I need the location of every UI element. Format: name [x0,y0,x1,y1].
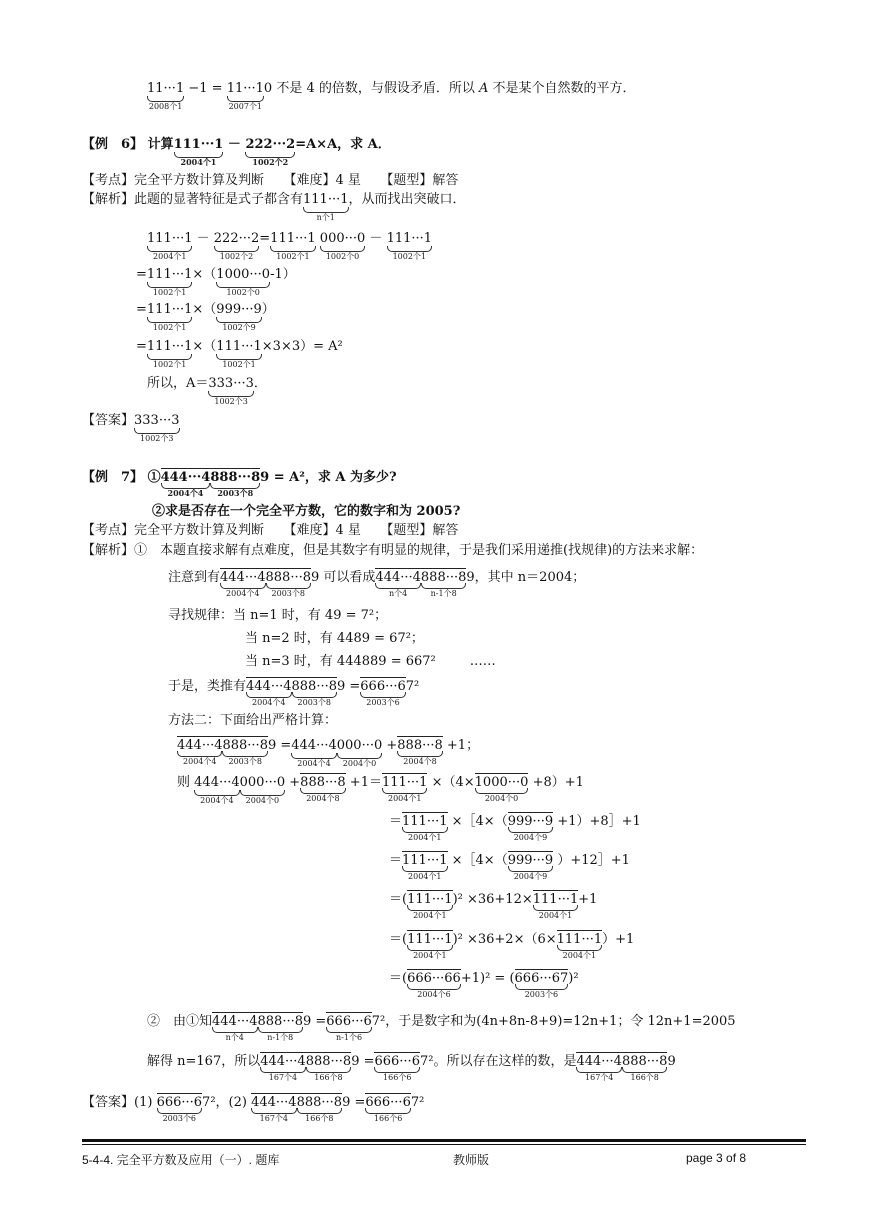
ex7-calc-2: 则 444···4 2004个4 000···0 2004个0 +888···8 2004个8 +1＝111···1 2004个1 ×（4×1000···0 2004个0 +8）+1 [177,775,584,805]
ex7-note-line: 注意到有444···4 2004个4 888···8 2003个8 9 可以看成444···4 n个4 888···8 n-1个8 9，其中 n＝2004； [168,570,586,598]
ex6-step-4: =111···1 1002个1 ×（111···1 1002个1 ×3×3）= A² [136,339,343,369]
footer-rule-thin [82,1144,806,1145]
ex7-inference: 于是，类推有444···4 2004个4 888···8 2003个8 9 =666···6 2003个6 7² [168,679,420,707]
ex7-rule-1: 寻找规律：当 n=1 时，有 49 = 7²； [168,608,388,623]
intro-line: 11···1 2008个1 −1 = 11···1 2007个1 0 不是 4 的倍数，与假设矛盾．所以 A 不是某个自然数的平方． [147,81,636,111]
ex7-calc-6: ＝(111···1 2004个1 )² ×36+2×（6×111···1 2004个1 ）+1 [389,932,635,960]
ex6-step-1: 111···1 2004个1 － 222···2 1002个2 =111···1 1002个1 000···0 1002个0 － 111···1 1002个1 [147,231,433,261]
example-6-title: 【例 6】 计算111···1 2004个1 － 222···2 1002个2 =A×A，求 A． [82,137,391,167]
footer-edition: 教师版 [453,1153,490,1167]
ex7-part-2: ② 由①知444···4 n个4 888···8 n-1个8 9 =666···6 n-1个6 7²，于是数字和为(4n+8n-8+9)=12n+1；令 12n+1=2005 [147,1014,736,1042]
ex7-rule-2: 当 n=2 时，有 4489 = 67²； [245,631,424,646]
footer-page-number: page 3 of 8 [686,1151,747,1165]
ex7-part-2-solve: 解得 n=167，所以444···4 167个4 888···8 166个8 9 =666···6 166个6 7²。所以存在这样的数，是444···4 167个4 888···8 166个8 9 [147,1054,676,1082]
example-7-q2: ②求是否存在一个完全平方数，它的数字和为 2005? [152,504,461,519]
ex7-calc-4: ＝111···1 2004个1 ×［4×（999···9 2004个9 ）+12］+1 [389,853,630,881]
ex7-calc-3: ＝111···1 2004个1 ×［4×（999···9 2004个9 +1）+8］+1 [389,814,641,842]
ex7-calc-1: 444···4 2004个4 888···8 2003个8 9 =444···4 2004个4 000···0 2004个0 +888···8 2004个8 +1； [177,738,480,768]
example-6-kaodian: 【考点】完全平方数计算及判断 【难度】4 星 【题型】解答 [82,173,459,188]
example-7-jiexi: 【解析】① 本题直接求解有点难度，但是其数字有明显的规律，于是我们采用递推(找规律)的方法来求解： [82,543,704,558]
ex7-answer: 【答案】(1) 666···6 2003个6 7²，(2) 444···4 167个4 888···8 166个8 9 =666···6 166个6 7² [82,1095,425,1123]
ex6-step-3: =111···1 1002个1 ×（999···9 1002个9 ） [136,302,275,332]
ex7-method-2: 方法二：下面给出严格计算： [168,713,338,728]
ex6-step-2: =111···1 1002个1 ×（1000···0 1002个0 -1） [136,267,296,297]
ex7-calc-7: ＝(666···66 2004个6 +1)² = (666···67 2003个6 )² [389,971,579,999]
ex6-answer: 【答案】333···3 1002个3 [82,413,180,443]
ex6-step-5: 所以，A＝333···3 1002个3 ． [147,376,267,406]
ex7-calc-5: ＝(111···1 2004个1 )² ×36+12×111···1 2004个1 +1 [389,892,598,920]
example-7-kaodian: 【考点】完全平方数计算及判断 【难度】4 星 【题型】解答 [82,523,459,538]
example-7-q1: 【例 7】 ①444···4 2004个4 888···8 2003个8 9 = A²，求 A 为多少? [82,470,397,498]
example-6-jiexi: 【解析】此题的显著特征是式子都含有111···1 n个1 ，从而找出突破口． [82,192,466,222]
footer-title: 5-4-4. 完全平方数及应用（一）. 题库 [82,1153,280,1167]
ex7-rule-3: 当 n=3 时，有 444889 = 667² …… [245,654,496,669]
footer-rule-thick [82,1139,806,1142]
